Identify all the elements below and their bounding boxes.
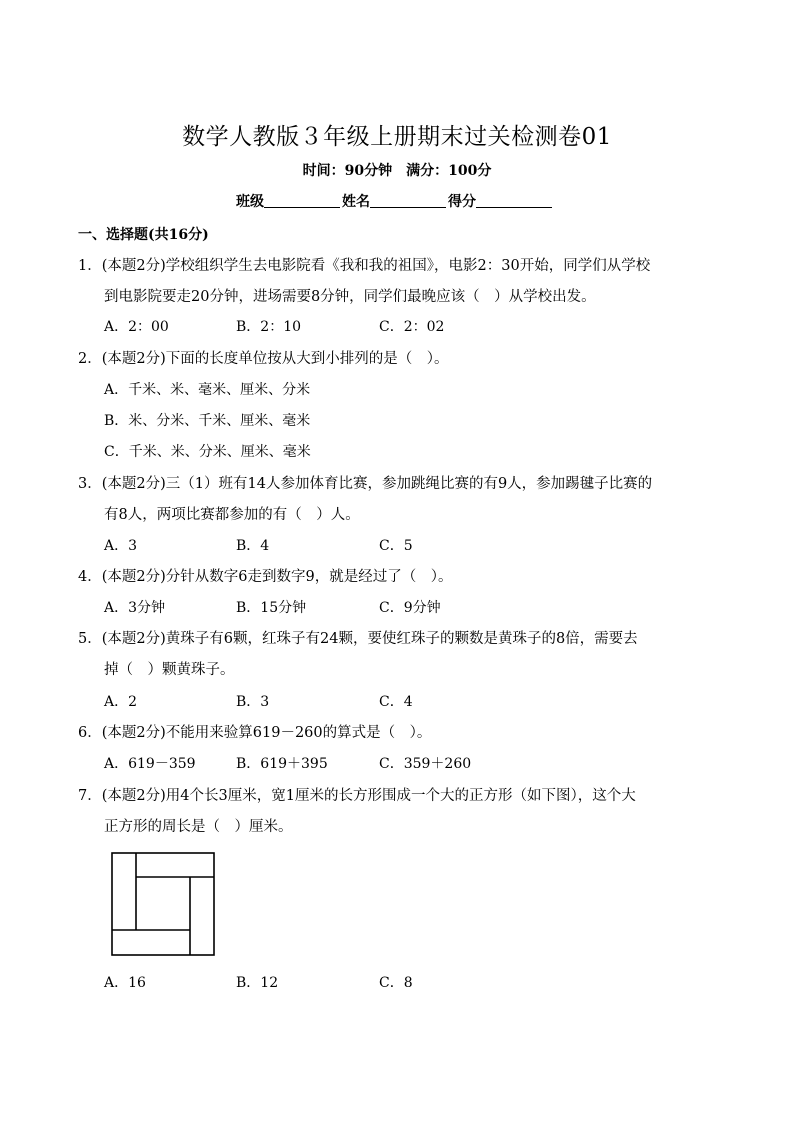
question-1-option-c[interactable]: C．2：02: [379, 319, 445, 335]
square-diagram: [110, 851, 216, 957]
question-3-option-c[interactable]: C．5: [379, 538, 413, 554]
name-blank[interactable]: [370, 193, 446, 208]
question-5-line-2: 掉（ ）颗黄珠子。: [104, 662, 235, 678]
question-6-line-1: 6．(本题2分)不能用来验算619－260的算式是（ ）。: [78, 725, 432, 741]
question-3-option-a[interactable]: A．3: [104, 538, 138, 554]
question-3-line-1: 3．(本题2分)三（1）班有14人参加体育比赛，参加跳绳比赛的有9人，参加踢毽子比赛的: [78, 476, 653, 492]
question-4-option-a[interactable]: A．3分钟: [104, 600, 166, 616]
question-1-option-a[interactable]: A．2：00: [104, 319, 169, 335]
question-5-option-a[interactable]: A．2: [104, 694, 138, 710]
question-3-option-b[interactable]: B．4: [236, 538, 270, 554]
exam-meta: [0, 160, 794, 180]
score-label: 满分：100分: [406, 163, 492, 179]
page-title: 数学人教版３年级上册期末过关检测卷01: [182, 124, 612, 150]
outer-square: [112, 853, 214, 955]
question-7-line-2: 正方形的周长是（ ）厘米。: [104, 819, 293, 835]
question-6-option-c[interactable]: C．359＋260: [379, 756, 472, 772]
question-4-option-c[interactable]: C．9分钟: [379, 600, 441, 616]
question-5-option-b[interactable]: B．3: [236, 694, 270, 710]
question-4-line-1: 4．(本题2分)分针从数字6走到数字9，就是经过了（ ）。: [78, 569, 453, 585]
question-7-option-c[interactable]: C．8: [379, 975, 413, 991]
question-2-line-1: 2．(本题2分)下面的长度单位按从大到小排列的是（ ）。: [78, 351, 449, 367]
points-label: 得分: [448, 194, 476, 210]
class-blank[interactable]: [264, 193, 340, 208]
time-label: 时间：90分钟: [302, 163, 393, 179]
question-1-line-1: 1．(本题2分)学校组织学生去电影院看《我和我的祖国》，电影2：30开始，同学们从学校: [78, 258, 651, 274]
question-5-option-c[interactable]: C．4: [379, 694, 413, 710]
question-7-option-a[interactable]: A．16: [104, 975, 146, 991]
question-7-line-1: 7．(本题2分)用4个长3厘米，宽1厘米的长方形围成一个大的正方形（如下图），这个大: [78, 788, 636, 804]
question-5-line-1: 5．(本题2分)黄珠子有6颗，红珠子有24颗，要使红珠子的颗数是黄珠子的8倍，需要去: [78, 631, 638, 647]
class-label: 班级: [236, 194, 264, 210]
question-1-line-2: 到电影院要走20分钟，进场需要8分钟，同学们最晚应该（ ）从学校出发。: [104, 289, 596, 305]
question-3-line-2: 有8人，两项比赛都参加的有（ ）人。: [104, 507, 360, 523]
question-7-option-b[interactable]: B．12: [236, 975, 279, 991]
section-title: 一、选择题(共16分): [78, 227, 209, 243]
question-6-option-b[interactable]: B．619＋395: [236, 756, 328, 772]
question-2-option-a[interactable]: A．千米、米、毫米、厘米、分米: [104, 382, 311, 398]
question-2-option-b[interactable]: B．米、分米、千米、厘米、毫米: [104, 413, 311, 429]
student-info: [236, 191, 554, 211]
points-blank[interactable]: [476, 193, 552, 208]
question-1-option-b[interactable]: B．2：10: [236, 319, 302, 335]
question-4-option-b[interactable]: B．15分钟: [236, 600, 307, 616]
question-2-option-c[interactable]: C．千米、米、分米、厘米、毫米: [104, 444, 311, 460]
name-label: 姓名: [342, 194, 370, 210]
question-6-option-a[interactable]: A．619－359: [104, 756, 196, 772]
